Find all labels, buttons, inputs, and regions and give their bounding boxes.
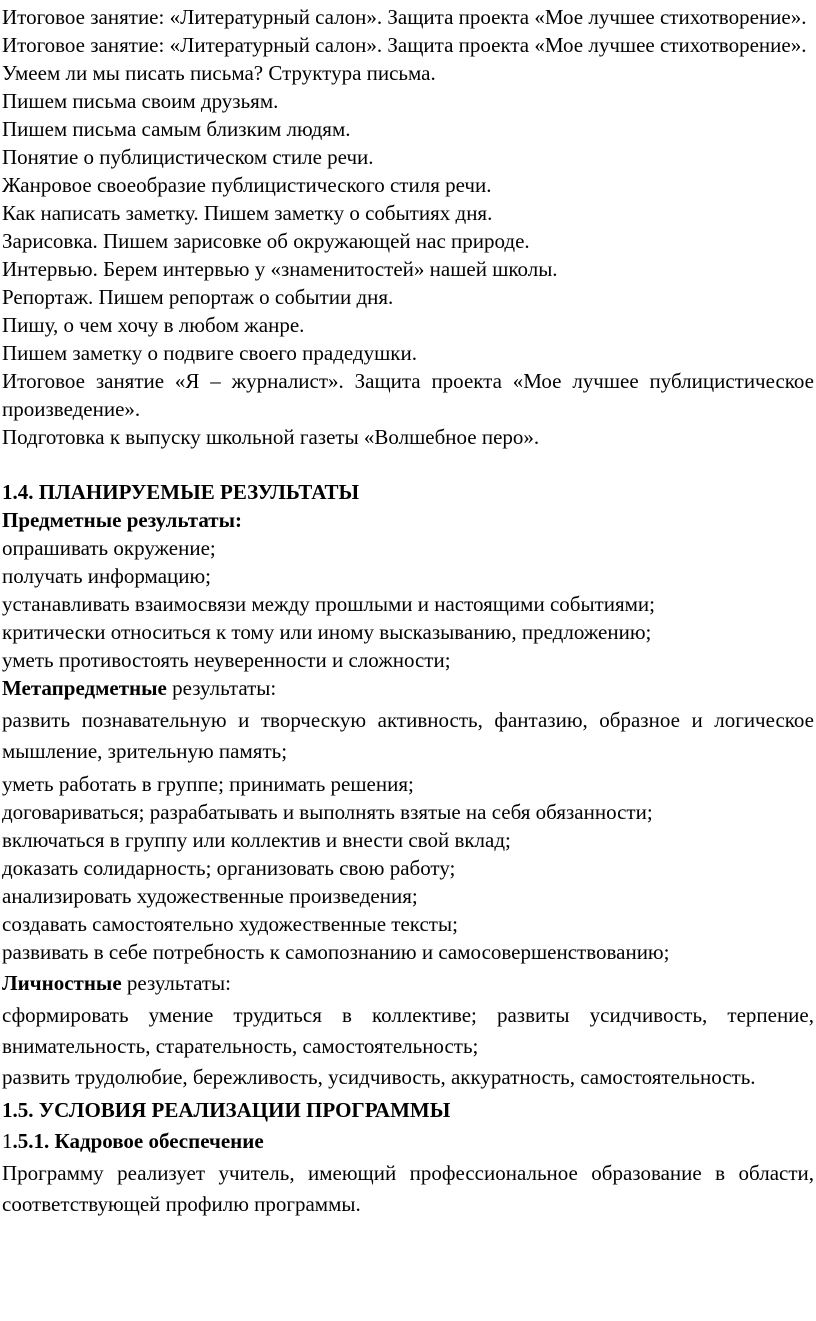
meta-results-title-bold: Метапредметные	[2, 676, 167, 700]
personal-results-title	[2, 969, 814, 997]
meta-result-item: уметь работать в группе; принимать решения;	[2, 772, 414, 796]
subject-result-item: критически относиться к тому или иному высказыванию, предложению;	[2, 620, 652, 644]
subject-results-title: Предметные результаты:	[2, 508, 242, 532]
schedule-item: Умеем ли мы писать письма? Структура письма.	[2, 61, 436, 85]
schedule-item: Интервью. Берем интервью у «знаменитостей» нашей школы.	[2, 257, 558, 281]
schedule-item: Итоговое занятие «Я – журналист». Защита проекта «Мое лучшее публицистическое произведение».	[2, 369, 814, 421]
schedule-item: Зарисовка. Пишем зарисовке об окружающей нас природе.	[2, 229, 530, 253]
schedule-item: Итоговое занятие: «Литературный салон». Защита проекта «Мое лучшее стихотворение».	[2, 5, 807, 29]
personal-results-title-rest: результаты:	[121, 971, 232, 995]
schedule-item: Итоговое занятие: «Литературный салон». Защита проекта «Мое лучшее стихотворение».	[2, 33, 807, 57]
schedule-item: Как написать заметку. Пишем заметку о событиях дня.	[2, 201, 493, 225]
section-heading-conditions: 1.5. УСЛОВИЯ РЕАЛИЗАЦИИ ПРОГРАММЫ	[2, 1098, 451, 1122]
schedule-item: Пишем письма самым близким людям.	[2, 117, 351, 141]
section-heading-results: 1.4. ПЛАНИРУЕМЫЕ РЕЗУЛЬТАТЫ	[2, 480, 360, 504]
schedule-item: Жанровое своеобразие публицистического стиля речи.	[2, 173, 492, 197]
schedule-item: Репортаж. Пишем репортаж о событии дня.	[2, 285, 394, 309]
schedule-item: Пишем письма своим друзьям.	[2, 89, 279, 113]
meta-results-title	[2, 674, 814, 702]
meta-result-lead: развить познавательную и творческую активность, фантазию, образное и логическое мышление, зрительную память;	[2, 708, 814, 763]
conditions-section	[2, 1096, 814, 1220]
schedule-item: Пишу, о чем хочу в любом жанре.	[2, 313, 305, 337]
schedule-item: Пишем заметку о подвиге своего прадедушки.	[2, 341, 417, 365]
meta-result-item: включаться в группу или коллектив и внести свой вклад;	[2, 828, 511, 852]
subject-result-item: уметь противостоять неуверенности и сложности;	[2, 648, 451, 672]
document-page	[2, 3, 814, 1220]
staffing-subheading	[2, 1127, 814, 1155]
schedule-list	[2, 3, 814, 451]
staffing-subheading-number: 1	[2, 1129, 13, 1153]
meta-result-item: анализировать художественные произведения;	[2, 884, 418, 908]
blank-line	[2, 451, 814, 478]
schedule-item: Подготовка к выпуску школьной газеты «Волшебное перо».	[2, 425, 540, 449]
staffing-subheading-title: .5.1. Кадровое обеспечение	[12, 1129, 264, 1153]
subject-result-item: получать информацию;	[2, 564, 212, 588]
staffing-text: Программу реализует учитель, имеющий профессиональное образование в области, соответствующей профилю программы.	[2, 1161, 814, 1216]
meta-result-item: развивать в себе потребность к самопознанию и самосовершенствованию;	[2, 940, 670, 964]
subject-result-item: опрашивать окружение;	[2, 536, 216, 560]
meta-result-item: доказать солидарность; организовать свою работу;	[2, 856, 456, 880]
personal-result-item: развить трудолюбие, бережливость, усидчивость, аккуратность, самостоятельность.	[2, 1065, 756, 1089]
meta-result-item: договариваться; разрабатывать и выполнять взятые на себя обязанности;	[2, 800, 653, 824]
personal-results-title-bold: Личностные	[2, 971, 122, 995]
subject-result-item: устанавливать взаимосвязи между прошлыми и настоящими событиями;	[2, 592, 655, 616]
meta-results-title-rest: результаты:	[166, 676, 277, 700]
personal-result-item: сформировать умение трудиться в коллективе; развиты усидчивость, терпение, внимательность, старательность, самостоятельность;	[2, 1003, 814, 1058]
results-section	[2, 478, 814, 1093]
meta-result-item: создавать самостоятельно художественные тексты;	[2, 912, 458, 936]
schedule-item: Понятие о публицистическом стиле речи.	[2, 145, 374, 169]
